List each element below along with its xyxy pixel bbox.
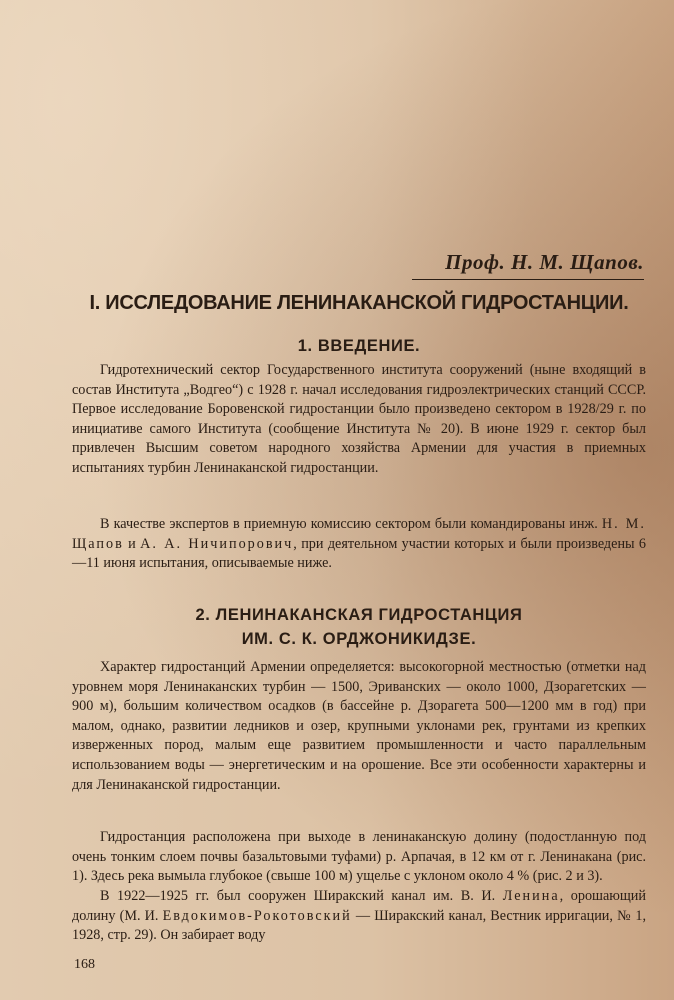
section-1-title: 1. ВВЕДЕНИЕ.	[297, 337, 421, 355]
part-title: I. ИССЛЕДОВАНИЕ ЛЕНИНАКАНСКОЙ ГИДРОСТАНЦИИ.	[89, 292, 629, 314]
section-2-paragraph-1: Характер гидростанций Армении определяется: высокогорной местностью (отметки над уровнем моря Ленинаканских турбин — 1500, Эриванских — около 1000, Дзорагетских — 900 м), большим количеством осадков (в бассейне р. Дзорагета 500—1200 мм в год) при малом, однако, развитии ледников и озер, крупными уклонами рек, грунтами из крепких изверженных пород, малым еще развитием промышленности и часто параллельным использованием воды — энергетическим и на орошение. Все эти особенности характерны и для Ленинаканской гидростанции.	[72, 659, 646, 793]
section-2-paragraph-2: Гидростанция расположена при выходе в ленинаканскую долину (подостланную под очень тонким слоем почвы базальтовыми туфами) р. Арпачая, в 12 км от г. Ленинакана (рис. 1). Здесь река вымыла глубокое (свыше 100 м) ущелье с уклоном около 4 % (рис. 2 и 3).	[72, 829, 646, 885]
person-name: Евдокимов-Рокотовский	[162, 907, 352, 924]
page-number: 168	[74, 957, 95, 972]
section-2-paragraph-3	[72, 887, 646, 946]
paragraph-text: , орошающий долину (М. И.	[72, 888, 646, 924]
expert-name: Н. М. Щапов	[72, 516, 646, 552]
expert-name: А. А. Ничипорович	[140, 535, 294, 552]
section-2-title	[72, 603, 646, 651]
paragraph-text: — Ширакский канал, Вестник ирригации, № 1, 1928, стр. 29). Он забирает воду	[72, 907, 646, 944]
section-1-paragraph-1: Гидротехнический сектор Государственного института сооружений (ныне входящий в состав Института „Водгео“) с 1928 г. начал исследования гидроэлектрических станций СССР. Первое исследование Боровенской гидростанции было произведено сектором в 1928/29 г. по инициативе самого Института (сообщение Института № 20). В июне 1929 г. сектор был привлечен Высшим советом народного хозяйства Армении для участия в приемных испытаниях турбин Ленинаканской гидростанции.	[72, 362, 646, 476]
paragraph-text: В качестве экспертов в приемную комиссию сектором были командированы инж.	[100, 516, 602, 532]
author-underline	[412, 279, 644, 280]
person-name: Ленина	[502, 888, 560, 904]
paragraph-text: , при деятельном участии которых и были произведены 6—11 июня испытания, описываемые ниже.	[72, 535, 647, 572]
paragraph-text: и	[123, 535, 141, 552]
paragraph-text: В 1922—1925 гг. был сооружен Ширакский канал им. В. И.	[100, 888, 503, 904]
author-signature: Проф. Н. М. Щапов.	[445, 250, 644, 274]
section-2-title-line-2: ИМ. С. К. ОРДЖОНИКИДЗЕ.	[241, 630, 477, 648]
section-2-title-line-1: 2. ЛЕНИНАКАНСКАЯ ГИДРОСТАНЦИЯ	[195, 606, 523, 624]
section-1-paragraph-2	[72, 515, 646, 574]
